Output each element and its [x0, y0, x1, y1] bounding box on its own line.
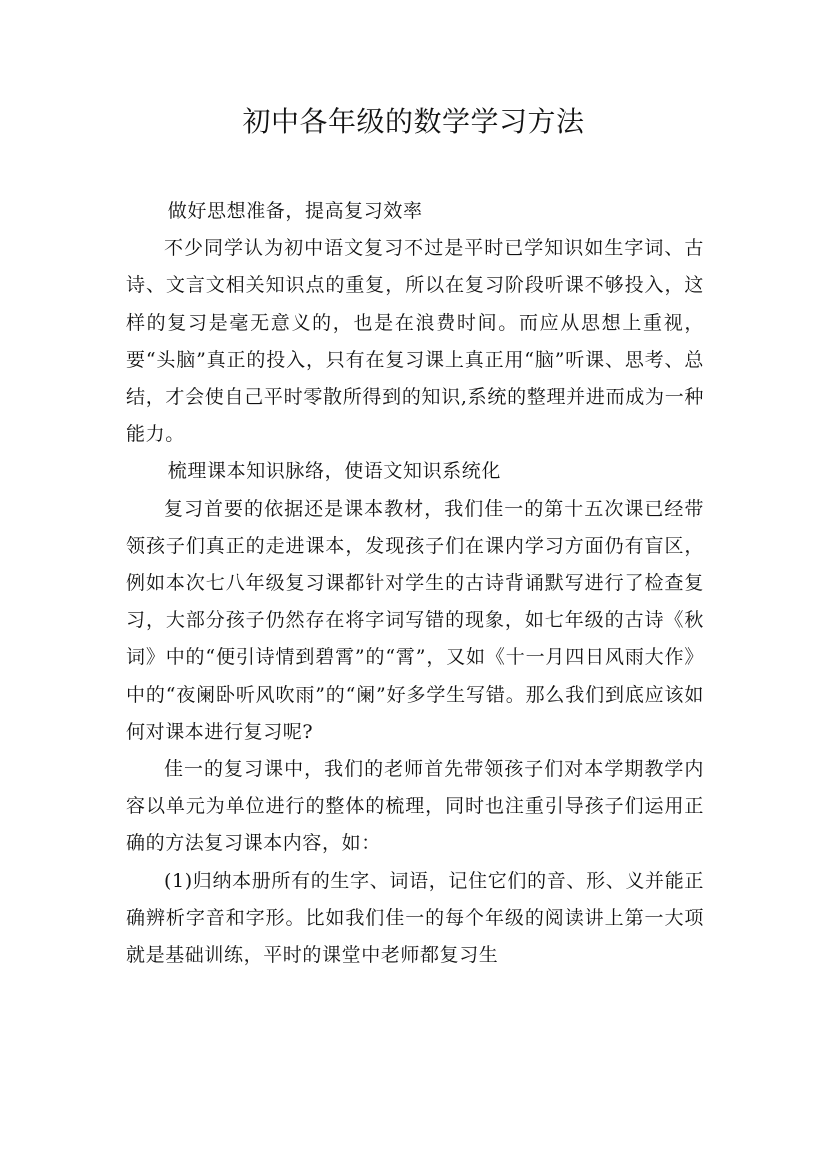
- section-heading: 梳理课本知识脉络，使语文知识系统化: [167, 460, 501, 483]
- paragraph: 不少同学认为初中语文复习不过是平时已学知识如生字词、古诗、文言文相关知识点的重复，所以在复习阶段听课不够投入，这样的复习是毫无意义的，也是在浪费时间。而应从思想上重视，要“头脑”真正的投入，只有在复习课上真正用“脑”听课、思考、总结，才会使自己平时零散所得到的知识,系统的整理并进而成为一种能力。: [126, 237, 704, 446]
- paragraph: 复习首要的依据还是课本教材，我们佳一的第十五次课已经带领孩子们真正的走进课本，发现孩子们在课内学习方面仍有盲区，例如本次七八年级复习课都针对学生的古诗背诵默写进行了检查复习，大部分孩子仍然存在将字词写错的现象，如七年级的古诗《秋词》中的“便引诗情到碧霄”的“霄”，又如《十一月四日风雨大作》中的“夜阑卧听风吹雨”的“阑”好多学生写错。那么我们到底应该如何对课本进行复习呢?: [126, 497, 704, 743]
- section-heading: 做好思想准备，提高复习效率: [167, 200, 423, 222]
- document-body: [126, 193, 704, 974]
- paragraph: (1)归纳本册所有的生字、词语，记住它们的音、形、义并能正确辨析字音和字形。比如我们佳一的每个年级的阅读讲上第一大项就是基础训练，平时的课堂中老师都复习生: [126, 869, 704, 967]
- paragraph: 佳一的复习课中，我们的老师首先带领孩子们对本学期教学内容以单元为单位进行的整体的梳理，同时也注重引导孩子们运用正确的方法复习课本内容，如：: [126, 758, 704, 855]
- document-title: 初中各年级的数学学习方法: [242, 105, 585, 138]
